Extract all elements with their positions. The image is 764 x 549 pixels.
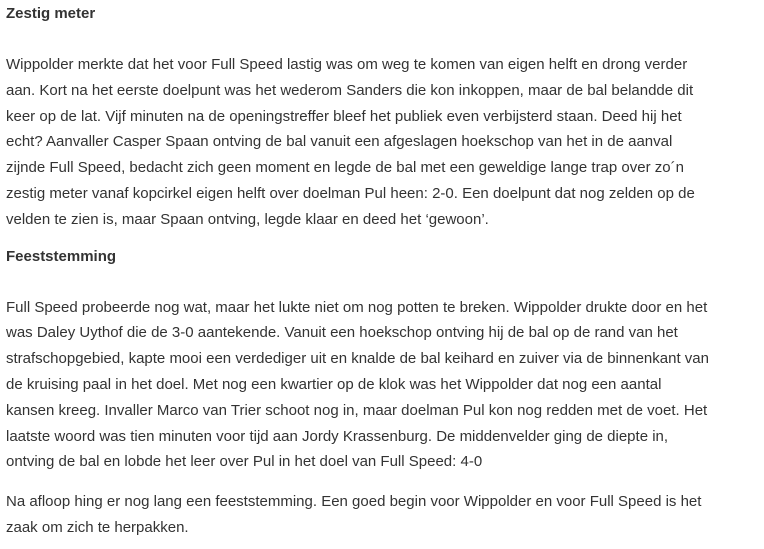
paragraph-line: zaak om zich te herpakken. — [6, 518, 189, 536]
paragraph — [6, 489, 760, 541]
paragraph-line: kansen kreeg. Invaller Marco van Trier schoot nog in, maar doelman Pul kon nog redden met de voet. Het — [6, 401, 708, 419]
paragraph-line: ontving de bal en lobde het leer over Pul in het doel van Full Speed: 4-0 — [6, 453, 483, 471]
paragraph-line: Wippolder merkte dat het voor Full Speed lastig was om weg te komen van eigen helft en drong verder — [6, 56, 688, 73]
paragraph-line: velden te zien is, maar Spaan ontving, legde klaar en deed het ‘gewoon’. — [6, 210, 489, 228]
paragraph — [6, 52, 760, 233]
paragraph-line: de kruising paal in het doel. Met nog een kwartier op de klok was het Wippolder dat nog een aantal — [6, 375, 662, 393]
section-heading-zestig-meter: Zestig meter — [6, 5, 96, 22]
paragraph-line: Na afloop hing er nog lang een feeststemming. Een goed begin voor Wippolder en voor Full Speed is het — [6, 493, 702, 511]
paragraph — [6, 295, 760, 476]
paragraph-line: zijnde Full Speed, bedacht zich geen moment en legde de bal met een geweldige lange trap over zo´n — [6, 159, 684, 177]
paragraph-line: echt? Aanvaller Casper Spaan ontving de bal vanuit een afgeslagen hoekschop van het in de aanval — [6, 133, 673, 151]
paragraph-line: zestig meter vanaf kopcirkel eigen helft over doelman Pul heen: 2-0. Een doelpunt dat nog zelden op de — [6, 184, 695, 202]
paragraph-line: Full Speed probeerde nog wat, maar het lukte niet om nog potten te breken. Wippolder drukte door en het — [6, 298, 708, 316]
paragraph-line: strafschopgebied, kapte mooi een verdediger uit en knalde de bal keihard en zuiver via de binnenkant van — [6, 350, 709, 368]
paragraph-line: keer op de lat. Vijf minuten na de openingstreffer bleef het publiek even verbijsterd staan. Deed hij het — [6, 107, 682, 125]
paragraph-line: aan. Kort na het eerste doelpunt was het wederom Sanders die kon inkoppen, maar de bal belandde dit — [6, 81, 694, 99]
section-heading-feeststemming: Feeststemming — [6, 247, 117, 265]
paragraph-line: was Daley Uythof die de 3-0 aantekende. Vanuit een hoekschop ontving hij de bal op de rand van het — [6, 324, 678, 342]
paragraph-line: laatste woord was tien minuten voor tijd aan Jordy Krassenburg. De middenvelder ging de diepte in, — [6, 427, 669, 445]
